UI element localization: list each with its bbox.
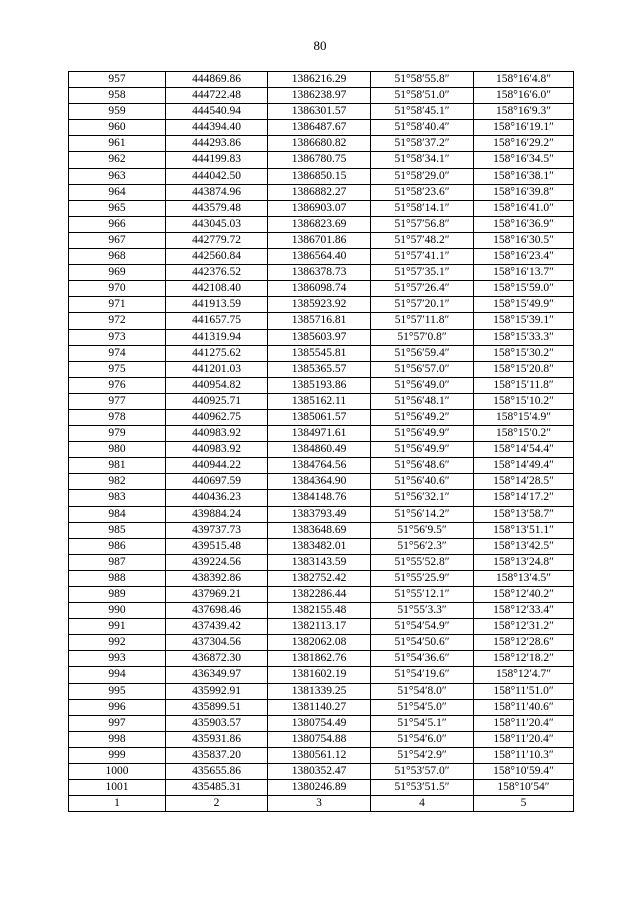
latitude-cell: 51°54′54.9″ bbox=[371, 619, 474, 635]
y-coordinate-cell: 1380754.88 bbox=[268, 731, 371, 747]
longitude-cell: 158°16′19.1″ bbox=[474, 120, 574, 136]
x-coordinate-cell: 444293.86 bbox=[166, 136, 268, 152]
column-number-cell: 3 bbox=[268, 796, 371, 812]
x-coordinate-cell: 440954.82 bbox=[166, 377, 268, 393]
longitude-cell: 158°15′10.2″ bbox=[474, 393, 574, 409]
point-number-cell: 981 bbox=[69, 458, 166, 474]
y-coordinate-cell: 1386680.82 bbox=[268, 136, 371, 152]
x-coordinate-cell: 439737.73 bbox=[166, 522, 268, 538]
latitude-cell: 51°57′41.1″ bbox=[371, 249, 474, 265]
point-number-cell: 977 bbox=[69, 393, 166, 409]
longitude-cell: 158°16′6.0″ bbox=[474, 88, 574, 104]
x-coordinate-cell: 440944.22 bbox=[166, 458, 268, 474]
longitude-cell: 158°10′59.4″ bbox=[474, 764, 574, 780]
table-row bbox=[69, 72, 574, 88]
y-coordinate-cell: 1386301.57 bbox=[268, 104, 371, 120]
y-coordinate-cell: 1385603.97 bbox=[268, 329, 371, 345]
latitude-cell: 51°56′9.5″ bbox=[371, 522, 474, 538]
column-number-cell: 4 bbox=[371, 796, 474, 812]
point-number-cell: 961 bbox=[69, 136, 166, 152]
y-coordinate-cell: 1386882.27 bbox=[268, 184, 371, 200]
table-row bbox=[69, 490, 574, 506]
longitude-cell: 158°12′28.6″ bbox=[474, 635, 574, 651]
latitude-cell: 51°58′34.1″ bbox=[371, 152, 474, 168]
x-coordinate-cell: 435837.20 bbox=[166, 747, 268, 763]
table-row bbox=[69, 603, 574, 619]
x-coordinate-cell: 435655.86 bbox=[166, 764, 268, 780]
longitude-cell: 158°12′4.7″ bbox=[474, 667, 574, 683]
latitude-cell: 51°55′12.1″ bbox=[371, 587, 474, 603]
column-number-row bbox=[69, 796, 574, 812]
y-coordinate-cell: 1384148.76 bbox=[268, 490, 371, 506]
table-row bbox=[69, 377, 574, 393]
point-number-cell: 992 bbox=[69, 635, 166, 651]
longitude-cell: 158°15′0.2″ bbox=[474, 426, 574, 442]
table-row bbox=[69, 232, 574, 248]
y-coordinate-cell: 1386701.86 bbox=[268, 232, 371, 248]
y-coordinate-cell: 1382752.42 bbox=[268, 570, 371, 586]
latitude-cell: 51°56′49.9″ bbox=[371, 426, 474, 442]
x-coordinate-cell: 440983.92 bbox=[166, 426, 268, 442]
x-coordinate-cell: 444540.94 bbox=[166, 104, 268, 120]
point-number-cell: 971 bbox=[69, 297, 166, 313]
table-row bbox=[69, 780, 574, 796]
longitude-cell: 158°16′4.8″ bbox=[474, 72, 574, 88]
longitude-cell: 158°16′39.8″ bbox=[474, 184, 574, 200]
latitude-cell: 51°57′56.8″ bbox=[371, 216, 474, 232]
table-row bbox=[69, 651, 574, 667]
y-coordinate-cell: 1386780.75 bbox=[268, 152, 371, 168]
point-number-cell: 982 bbox=[69, 474, 166, 490]
table-row bbox=[69, 329, 574, 345]
latitude-cell: 51°56′14.2″ bbox=[371, 506, 474, 522]
y-coordinate-cell: 1384860.49 bbox=[268, 442, 371, 458]
point-number-cell: 962 bbox=[69, 152, 166, 168]
latitude-cell: 51°58′14.1″ bbox=[371, 200, 474, 216]
table-row bbox=[69, 426, 574, 442]
latitude-cell: 51°57′26.4″ bbox=[371, 281, 474, 297]
point-number-cell: 984 bbox=[69, 506, 166, 522]
latitude-cell: 51°58′45.1″ bbox=[371, 104, 474, 120]
x-coordinate-cell: 442376.52 bbox=[166, 265, 268, 281]
latitude-cell: 51°55′3.3″ bbox=[371, 603, 474, 619]
latitude-cell: 51°58′23.6″ bbox=[371, 184, 474, 200]
y-coordinate-cell: 1386487.67 bbox=[268, 120, 371, 136]
longitude-cell: 158°16′36.9″ bbox=[474, 216, 574, 232]
point-number-cell: 972 bbox=[69, 313, 166, 329]
y-coordinate-cell: 1380246.89 bbox=[268, 780, 371, 796]
x-coordinate-cell: 437969.21 bbox=[166, 587, 268, 603]
x-coordinate-cell: 437698.46 bbox=[166, 603, 268, 619]
y-coordinate-cell: 1382062.08 bbox=[268, 635, 371, 651]
latitude-cell: 51°54′19.6″ bbox=[371, 667, 474, 683]
latitude-cell: 51°58′40.4″ bbox=[371, 120, 474, 136]
table-row bbox=[69, 297, 574, 313]
point-number-cell: 998 bbox=[69, 731, 166, 747]
point-number-cell: 983 bbox=[69, 490, 166, 506]
point-number-cell: 990 bbox=[69, 603, 166, 619]
table-row bbox=[69, 474, 574, 490]
longitude-cell: 158°15′11.8″ bbox=[474, 377, 574, 393]
longitude-cell: 158°15′39.1″ bbox=[474, 313, 574, 329]
latitude-cell: 51°57′20.1″ bbox=[371, 297, 474, 313]
longitude-cell: 158°15′4.9″ bbox=[474, 409, 574, 425]
x-coordinate-cell: 436872.30 bbox=[166, 651, 268, 667]
point-number-cell: 960 bbox=[69, 120, 166, 136]
latitude-cell: 51°56′49.2″ bbox=[371, 409, 474, 425]
point-number-cell: 989 bbox=[69, 587, 166, 603]
y-coordinate-cell: 1386564.40 bbox=[268, 249, 371, 265]
x-coordinate-cell: 441275.62 bbox=[166, 345, 268, 361]
y-coordinate-cell: 1386903.07 bbox=[268, 200, 371, 216]
table-row bbox=[69, 699, 574, 715]
point-number-cell: 970 bbox=[69, 281, 166, 297]
latitude-cell: 51°54′6.0″ bbox=[371, 731, 474, 747]
x-coordinate-cell: 443579.48 bbox=[166, 200, 268, 216]
point-number-cell: 979 bbox=[69, 426, 166, 442]
point-number-cell: 964 bbox=[69, 184, 166, 200]
x-coordinate-cell: 435992.91 bbox=[166, 683, 268, 699]
y-coordinate-cell: 1384971.61 bbox=[268, 426, 371, 442]
point-number-cell: 1001 bbox=[69, 780, 166, 796]
y-coordinate-cell: 1386216.29 bbox=[268, 72, 371, 88]
longitude-cell: 158°16′34.5″ bbox=[474, 152, 574, 168]
table-row bbox=[69, 747, 574, 763]
point-number-cell: 994 bbox=[69, 667, 166, 683]
longitude-cell: 158°13′4.5″ bbox=[474, 570, 574, 586]
y-coordinate-cell: 1384764.56 bbox=[268, 458, 371, 474]
x-coordinate-cell: 444869.86 bbox=[166, 72, 268, 88]
coordinates-table bbox=[68, 71, 574, 812]
longitude-cell: 158°11′51.0″ bbox=[474, 683, 574, 699]
y-coordinate-cell: 1386238.97 bbox=[268, 88, 371, 104]
longitude-cell: 158°13′42.5″ bbox=[474, 538, 574, 554]
y-coordinate-cell: 1386098.74 bbox=[268, 281, 371, 297]
y-coordinate-cell: 1386378.73 bbox=[268, 265, 371, 281]
x-coordinate-cell: 441319.94 bbox=[166, 329, 268, 345]
latitude-cell: 51°54′36.6″ bbox=[371, 651, 474, 667]
latitude-cell: 51°56′49.9″ bbox=[371, 442, 474, 458]
y-coordinate-cell: 1385193.86 bbox=[268, 377, 371, 393]
point-number-cell: 958 bbox=[69, 88, 166, 104]
longitude-cell: 158°12′18.2″ bbox=[474, 651, 574, 667]
point-number-cell: 988 bbox=[69, 570, 166, 586]
column-number-cell: 2 bbox=[166, 796, 268, 812]
longitude-cell: 158°16′38.1″ bbox=[474, 168, 574, 184]
latitude-cell: 51°53′51.5″ bbox=[371, 780, 474, 796]
table-row bbox=[69, 764, 574, 780]
latitude-cell: 51°56′32.1″ bbox=[371, 490, 474, 506]
latitude-cell: 51°58′55.8″ bbox=[371, 72, 474, 88]
point-number-cell: 980 bbox=[69, 442, 166, 458]
x-coordinate-cell: 441913.59 bbox=[166, 297, 268, 313]
latitude-cell: 51°56′57.0″ bbox=[371, 361, 474, 377]
longitude-cell: 158°11′20.4″ bbox=[474, 715, 574, 731]
point-number-cell: 957 bbox=[69, 72, 166, 88]
table-row bbox=[69, 683, 574, 699]
table-row bbox=[69, 458, 574, 474]
y-coordinate-cell: 1381140.27 bbox=[268, 699, 371, 715]
longitude-cell: 158°12′40.2″ bbox=[474, 587, 574, 603]
longitude-cell: 158°12′31.2″ bbox=[474, 619, 574, 635]
y-coordinate-cell: 1386823.69 bbox=[268, 216, 371, 232]
point-number-cell: 986 bbox=[69, 538, 166, 554]
latitude-cell: 51°53′57.0″ bbox=[371, 764, 474, 780]
point-number-cell: 999 bbox=[69, 747, 166, 763]
longitude-cell: 158°14′49.4″ bbox=[474, 458, 574, 474]
x-coordinate-cell: 441657.75 bbox=[166, 313, 268, 329]
table-row bbox=[69, 136, 574, 152]
y-coordinate-cell: 1385923.92 bbox=[268, 297, 371, 313]
y-coordinate-cell: 1385365.57 bbox=[268, 361, 371, 377]
point-number-cell: 968 bbox=[69, 249, 166, 265]
point-number-cell: 991 bbox=[69, 619, 166, 635]
latitude-cell: 51°57′11.8″ bbox=[371, 313, 474, 329]
column-number-cell: 1 bbox=[69, 796, 166, 812]
x-coordinate-cell: 443045.03 bbox=[166, 216, 268, 232]
latitude-cell: 51°54′50.6″ bbox=[371, 635, 474, 651]
point-number-cell: 966 bbox=[69, 216, 166, 232]
x-coordinate-cell: 435931.86 bbox=[166, 731, 268, 747]
longitude-cell: 158°14′28.5″ bbox=[474, 474, 574, 490]
table-row bbox=[69, 393, 574, 409]
x-coordinate-cell: 439884.24 bbox=[166, 506, 268, 522]
table-row bbox=[69, 715, 574, 731]
y-coordinate-cell: 1385162.11 bbox=[268, 393, 371, 409]
y-coordinate-cell: 1381339.25 bbox=[268, 683, 371, 699]
point-number-cell: 976 bbox=[69, 377, 166, 393]
x-coordinate-cell: 444394.40 bbox=[166, 120, 268, 136]
x-coordinate-cell: 440962.75 bbox=[166, 409, 268, 425]
latitude-cell: 51°56′59.4″ bbox=[371, 345, 474, 361]
table-row bbox=[69, 216, 574, 232]
table-row bbox=[69, 667, 574, 683]
point-number-cell: 959 bbox=[69, 104, 166, 120]
latitude-cell: 51°56′48.6″ bbox=[371, 458, 474, 474]
longitude-cell: 158°15′33.3″ bbox=[474, 329, 574, 345]
y-coordinate-cell: 1383143.59 bbox=[268, 554, 371, 570]
longitude-cell: 158°11′10.3″ bbox=[474, 747, 574, 763]
table-row bbox=[69, 538, 574, 554]
point-number-cell: 963 bbox=[69, 168, 166, 184]
longitude-cell: 158°16′29.2″ bbox=[474, 136, 574, 152]
y-coordinate-cell: 1385545.81 bbox=[268, 345, 371, 361]
table-row bbox=[69, 409, 574, 425]
point-number-cell: 969 bbox=[69, 265, 166, 281]
table-row bbox=[69, 587, 574, 603]
table-row bbox=[69, 200, 574, 216]
x-coordinate-cell: 438392.86 bbox=[166, 570, 268, 586]
table-row bbox=[69, 249, 574, 265]
latitude-cell: 51°58′29.0″ bbox=[371, 168, 474, 184]
y-coordinate-cell: 1383482.01 bbox=[268, 538, 371, 554]
x-coordinate-cell: 440983.92 bbox=[166, 442, 268, 458]
longitude-cell: 158°16′9.3″ bbox=[474, 104, 574, 120]
point-number-cell: 974 bbox=[69, 345, 166, 361]
table-row bbox=[69, 570, 574, 586]
x-coordinate-cell: 441201.03 bbox=[166, 361, 268, 377]
point-number-cell: 975 bbox=[69, 361, 166, 377]
y-coordinate-cell: 1385061.57 bbox=[268, 409, 371, 425]
x-coordinate-cell: 435903.57 bbox=[166, 715, 268, 731]
y-coordinate-cell: 1380754.49 bbox=[268, 715, 371, 731]
table-row bbox=[69, 152, 574, 168]
longitude-cell: 158°15′20.8″ bbox=[474, 361, 574, 377]
longitude-cell: 158°15′49.9″ bbox=[474, 297, 574, 313]
longitude-cell: 158°15′30.2″ bbox=[474, 345, 574, 361]
latitude-cell: 51°55′25.9″ bbox=[371, 570, 474, 586]
point-number-cell: 978 bbox=[69, 409, 166, 425]
latitude-cell: 51°54′8.0″ bbox=[371, 683, 474, 699]
table-row bbox=[69, 281, 574, 297]
x-coordinate-cell: 439224.56 bbox=[166, 554, 268, 570]
x-coordinate-cell: 440925.71 bbox=[166, 393, 268, 409]
point-number-cell: 965 bbox=[69, 200, 166, 216]
table-row bbox=[69, 345, 574, 361]
table-row bbox=[69, 635, 574, 651]
longitude-cell: 158°13′51.1″ bbox=[474, 522, 574, 538]
longitude-cell: 158°11′20.4″ bbox=[474, 731, 574, 747]
x-coordinate-cell: 442779.72 bbox=[166, 232, 268, 248]
longitude-cell: 158°15′59.0″ bbox=[474, 281, 574, 297]
y-coordinate-cell: 1386850.15 bbox=[268, 168, 371, 184]
y-coordinate-cell: 1383793.49 bbox=[268, 506, 371, 522]
x-coordinate-cell: 444722.48 bbox=[166, 88, 268, 104]
page-number: 80 bbox=[313, 38, 327, 53]
point-number-cell: 996 bbox=[69, 699, 166, 715]
y-coordinate-cell: 1383648.69 bbox=[268, 522, 371, 538]
longitude-cell: 158°10′54″ bbox=[474, 780, 574, 796]
table-row bbox=[69, 184, 574, 200]
latitude-cell: 51°54′2.9″ bbox=[371, 747, 474, 763]
x-coordinate-cell: 435485.31 bbox=[166, 780, 268, 796]
table-row bbox=[69, 522, 574, 538]
table-row bbox=[69, 265, 574, 281]
latitude-cell: 51°57′48.2″ bbox=[371, 232, 474, 248]
y-coordinate-cell: 1384364.90 bbox=[268, 474, 371, 490]
table-row bbox=[69, 619, 574, 635]
longitude-cell: 158°16′30.5″ bbox=[474, 232, 574, 248]
latitude-cell: 51°58′37.2″ bbox=[371, 136, 474, 152]
y-coordinate-cell: 1385716.81 bbox=[268, 313, 371, 329]
point-number-cell: 967 bbox=[69, 232, 166, 248]
table-row bbox=[69, 442, 574, 458]
latitude-cell: 51°57′0.8″ bbox=[371, 329, 474, 345]
table-row bbox=[69, 104, 574, 120]
table-body bbox=[69, 72, 574, 812]
x-coordinate-cell: 444042.50 bbox=[166, 168, 268, 184]
x-coordinate-cell: 440436.23 bbox=[166, 490, 268, 506]
x-coordinate-cell: 437439.42 bbox=[166, 619, 268, 635]
column-number-cell: 5 bbox=[474, 796, 574, 812]
table-row bbox=[69, 731, 574, 747]
y-coordinate-cell: 1380352.47 bbox=[268, 764, 371, 780]
point-number-cell: 1000 bbox=[69, 764, 166, 780]
y-coordinate-cell: 1380561.12 bbox=[268, 747, 371, 763]
x-coordinate-cell: 443874.96 bbox=[166, 184, 268, 200]
x-coordinate-cell: 440697.59 bbox=[166, 474, 268, 490]
table-row bbox=[69, 361, 574, 377]
table-row bbox=[69, 120, 574, 136]
x-coordinate-cell: 437304.56 bbox=[166, 635, 268, 651]
y-coordinate-cell: 1382155.48 bbox=[268, 603, 371, 619]
table-row bbox=[69, 554, 574, 570]
longitude-cell: 158°16′13.7″ bbox=[474, 265, 574, 281]
longitude-cell: 158°16′41.0″ bbox=[474, 200, 574, 216]
latitude-cell: 51°54′5.1″ bbox=[371, 715, 474, 731]
point-number-cell: 995 bbox=[69, 683, 166, 699]
point-number-cell: 997 bbox=[69, 715, 166, 731]
longitude-cell: 158°12′33.4″ bbox=[474, 603, 574, 619]
latitude-cell: 51°56′2.3″ bbox=[371, 538, 474, 554]
x-coordinate-cell: 439515.48 bbox=[166, 538, 268, 554]
point-number-cell: 987 bbox=[69, 554, 166, 570]
table-row bbox=[69, 168, 574, 184]
x-coordinate-cell: 442108.40 bbox=[166, 281, 268, 297]
longitude-cell: 158°13′58.7″ bbox=[474, 506, 574, 522]
table-row bbox=[69, 313, 574, 329]
x-coordinate-cell: 444199.83 bbox=[166, 152, 268, 168]
longitude-cell: 158°13′24.8″ bbox=[474, 554, 574, 570]
table-row bbox=[69, 88, 574, 104]
longitude-cell: 158°14′54.4″ bbox=[474, 442, 574, 458]
latitude-cell: 51°56′40.6″ bbox=[371, 474, 474, 490]
x-coordinate-cell: 435899.51 bbox=[166, 699, 268, 715]
y-coordinate-cell: 1382286.44 bbox=[268, 587, 371, 603]
longitude-cell: 158°14′17.2″ bbox=[474, 490, 574, 506]
x-coordinate-cell: 436349.97 bbox=[166, 667, 268, 683]
point-number-cell: 985 bbox=[69, 522, 166, 538]
y-coordinate-cell: 1382113.17 bbox=[268, 619, 371, 635]
point-number-cell: 973 bbox=[69, 329, 166, 345]
latitude-cell: 51°54′5.0″ bbox=[371, 699, 474, 715]
longitude-cell: 158°11′40.6″ bbox=[474, 699, 574, 715]
y-coordinate-cell: 1381862.76 bbox=[268, 651, 371, 667]
latitude-cell: 51°57′35.1″ bbox=[371, 265, 474, 281]
y-coordinate-cell: 1381602.19 bbox=[268, 667, 371, 683]
point-number-cell: 993 bbox=[69, 651, 166, 667]
x-coordinate-cell: 442560.84 bbox=[166, 249, 268, 265]
latitude-cell: 51°56′49.0″ bbox=[371, 377, 474, 393]
longitude-cell: 158°16′23.4″ bbox=[474, 249, 574, 265]
table-row bbox=[69, 506, 574, 522]
latitude-cell: 51°55′52.8″ bbox=[371, 554, 474, 570]
latitude-cell: 51°58′51.0″ bbox=[371, 88, 474, 104]
latitude-cell: 51°56′48.1″ bbox=[371, 393, 474, 409]
